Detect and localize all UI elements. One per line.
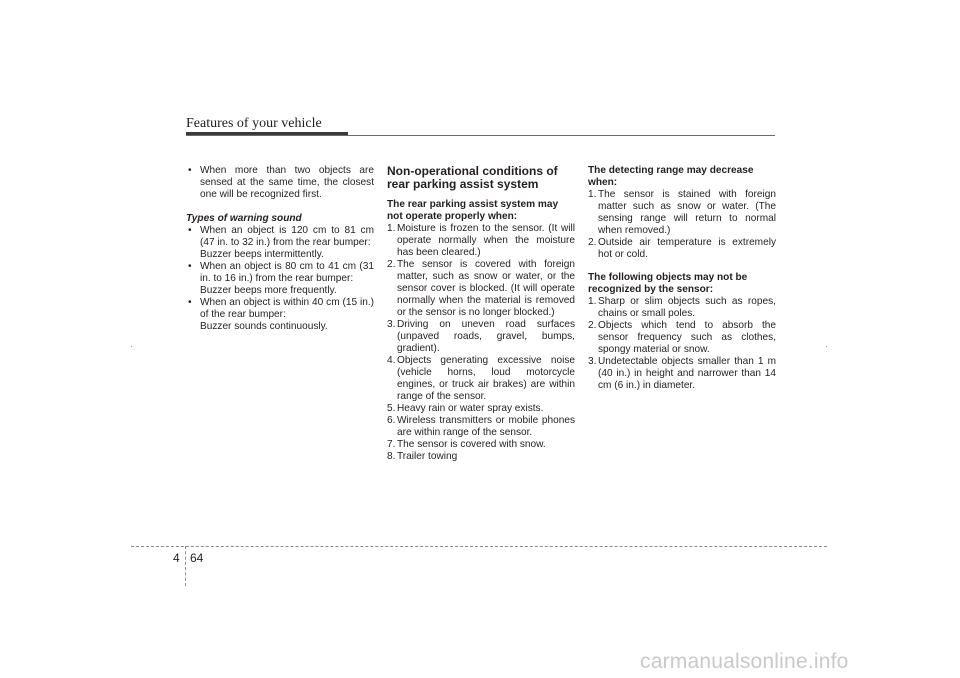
registration-dot [131, 346, 132, 347]
list-item [387, 439, 575, 451]
item-number: 1. [387, 223, 396, 234]
item-text: The sensor is covered with snow. [397, 439, 546, 450]
list-item [387, 355, 575, 403]
header-rule [186, 135, 775, 136]
lead-text: The rear parking assist system may not operate properly when: [387, 199, 559, 222]
column-3 [588, 165, 776, 392]
section-title: Non-operational conditions of rear parking assist system [387, 164, 558, 191]
item-text: Wireless transmitters or mobile phones are within range of the sensor. [397, 415, 575, 438]
bullet-text: When an object is 80 cm to 41 cm (31 in. to 16 in.) from the rear bumper: [200, 261, 374, 284]
list-item [186, 225, 374, 261]
list-item [186, 261, 374, 297]
item-text: Trailer towing [397, 451, 458, 462]
page-header-title: Features of your vehicle [186, 116, 322, 131]
bullet-mark: • [188, 261, 192, 272]
lead-text: The detecting range may decrease when: [588, 165, 754, 188]
item-number: 1. [588, 189, 597, 200]
list-item [588, 237, 776, 261]
item-number: 1. [588, 296, 597, 307]
subheading: Types of warning sound [186, 213, 302, 224]
item-text: Sharp or slim objects such as ropes, chains or small poles. [598, 296, 776, 319]
column-2 [387, 165, 575, 463]
bullet-text: When an object is within 40 cm (15 in.) of the rear bumper: [200, 297, 374, 320]
lead-text: The following objects may not be recognized by the sensor: [588, 272, 748, 295]
item-number: 7. [387, 439, 396, 450]
footer-divider [185, 546, 186, 586]
item-text: Objects which tend to absorb the sensor frequency such as clothes, spongy material or snow. [598, 320, 776, 355]
item-text: Driving on uneven road surfaces (unpaved roads, gravel, bumps, gradient). [397, 319, 575, 354]
list-item [588, 189, 776, 237]
item-number: 2. [588, 237, 597, 248]
item-number: 2. [387, 259, 396, 270]
item-number: 3. [588, 356, 597, 367]
list-item [387, 451, 575, 463]
item-text: Undetectable objects smaller than 1 m (40 in.) in height and narrower than 14 cm (6 in.) in diameter. [598, 356, 776, 391]
bullet-mark: • [188, 297, 192, 308]
item-text: Heavy rain or water spray exists. [397, 403, 544, 414]
bullet-subtext: Buzzer beeps intermittently. [200, 249, 324, 260]
bullet-mark: • [188, 225, 192, 236]
list-item [588, 320, 776, 356]
chapter-number: 4 [173, 551, 180, 565]
item-text: The sensor is covered with foreign matter, such as snow or water, or the sensor cover is blocked. (It will operate normally when the material is removed or the sensor is no longer blocked.) [397, 259, 575, 318]
item-number: 5. [387, 403, 396, 414]
item-text: Outside air temperature is extremely hot or cold. [598, 237, 776, 260]
list-item [387, 403, 575, 415]
list-item [186, 297, 374, 333]
item-number: 3. [387, 319, 396, 330]
registration-dot [826, 346, 827, 347]
list-item [387, 319, 575, 355]
list-item [387, 259, 575, 319]
column-1 [186, 165, 374, 333]
bullet-mark: • [188, 165, 192, 176]
list-item [186, 165, 374, 201]
watermark: carmanualsonline.info [640, 650, 849, 673]
list-item [588, 296, 776, 320]
bullet-subtext: Buzzer sounds continuously. [200, 321, 328, 332]
item-number: 8. [387, 451, 396, 462]
list-item [387, 415, 575, 439]
list-item [387, 223, 575, 259]
item-number: 2. [588, 320, 597, 331]
page-number: 64 [190, 551, 204, 565]
item-number: 4. [387, 355, 396, 366]
item-text: Moisture is frozen to the sensor. (It will operate normally when the moisture has been cleared.) [397, 223, 575, 258]
bullet-text: When more than two objects are sensed at the same time, the closest one will be recognized first. [200, 165, 374, 200]
bullet-subtext: Buzzer beeps more frequently. [200, 285, 337, 296]
item-text: Objects generating excessive noise (vehicle horns, loud motorcycle engines, or truck air brakes) are within range of the sensor. [397, 355, 575, 402]
list-item [588, 356, 776, 392]
bullet-text: When an object is 120 cm to 81 cm (47 in. to 32 in.) from the rear bumper: [200, 225, 374, 248]
item-text: The sensor is stained with foreign matter such as snow or water. (The sensing range will return to normal when removed.) [598, 189, 776, 236]
footer-rule [131, 546, 827, 547]
item-number: 6. [387, 415, 396, 426]
